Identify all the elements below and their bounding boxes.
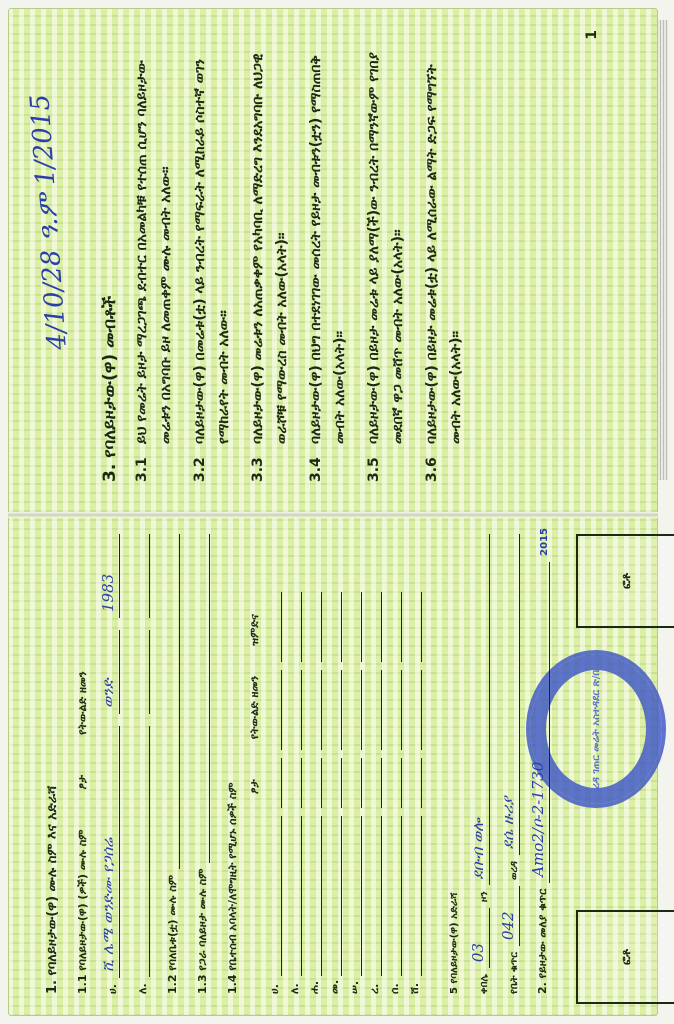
form-row xyxy=(520,528,550,994)
house-line xyxy=(499,886,520,946)
form-row xyxy=(490,528,520,994)
woreda-value: ደሴ ዙሪያ xyxy=(499,796,517,850)
photo-box xyxy=(576,534,674,628)
photo-label: ፎቶ xyxy=(618,949,633,965)
rights-page xyxy=(25,20,640,500)
name-line xyxy=(129,726,150,978)
row-letter: ረ. xyxy=(368,983,381,994)
paragraph-text: ይህ የመሬት ይዞታ ማረጋገጫ ደብተር በአመልካቹ የተሰጠ ሲሆን ባለይዞታው መሬቱን በአግባቡ ይዞ ለመጠቀም ሙሉ መብት አለው። xyxy=(134,60,174,444)
row-letter: ሠ. xyxy=(348,980,361,994)
sex-line xyxy=(129,630,150,714)
paragraph-text: ባለይዞታው(ዋ) በይዞታ መሬቱ(ቷ) ላይ ለሚሰራው ልማት ድጋፍ የማግኘት መብት አለው(አላት)። xyxy=(424,64,464,444)
cell-line xyxy=(365,670,382,750)
cell-line xyxy=(405,592,422,662)
row-letter: ሐ. xyxy=(308,980,321,994)
cell-line xyxy=(325,816,342,976)
item-title: 1. የባለይዞታው(ዋ) ሙሉ ስም እና አድራሻ xyxy=(45,785,60,994)
paragraph-number: 3.4 xyxy=(308,457,324,482)
form-row xyxy=(180,528,210,994)
field-label: የቤት ቁጥር xyxy=(509,952,520,994)
cell-line xyxy=(305,592,322,662)
family-row xyxy=(402,528,422,994)
cell-line xyxy=(405,816,422,976)
holder-name-value: ሺ ሌሜ ወንድሙ የጋሰሬ xyxy=(99,837,117,973)
paragraph xyxy=(420,20,468,482)
form-row xyxy=(150,528,180,994)
column-label: የትውልድ ዘመን xyxy=(248,675,261,740)
family-row xyxy=(322,528,342,994)
name-line xyxy=(99,726,120,978)
cell-line xyxy=(345,816,362,976)
form-row xyxy=(240,528,262,994)
paragraph-number: 3.6 xyxy=(424,457,440,482)
cell-line xyxy=(405,758,422,808)
column-label: የትውልድ ዘመን xyxy=(76,671,89,735)
holder-info-page xyxy=(16,528,656,1008)
paragraph-number: 3.2 xyxy=(192,457,208,482)
sex-line xyxy=(99,630,120,714)
row-letter: ሰ. xyxy=(388,983,401,994)
cell-line xyxy=(285,592,302,662)
parcel-id-value: Amo2/ቦ-2-1730 xyxy=(529,761,547,877)
cell-line xyxy=(385,592,402,662)
cell-line xyxy=(325,758,342,808)
form-row xyxy=(90,528,120,994)
row-letter: ሀ. xyxy=(268,984,281,994)
spouse-line xyxy=(159,534,180,869)
field-label: 5 የባለይዞታው(ዋ) አድራሻ xyxy=(449,892,460,994)
family-row xyxy=(262,528,282,994)
paragraph-number: 3.5 xyxy=(366,457,382,482)
field-label: 1.2 የባለቤቱ(ቷ) ሙሉ ስም xyxy=(166,875,179,994)
booklet-fold xyxy=(8,512,658,518)
paragraph-text: ባለይዞታው(ዋ) በመሬቱ(ቷ) ላይ ንብረት የማፍራት ለሚከራይ ሶስተኛ ወገን የማከራየት መብት አለው። xyxy=(192,59,232,444)
paragraph xyxy=(246,20,294,482)
form-row xyxy=(430,528,460,994)
photo-label: ፎቶ xyxy=(618,573,633,589)
cell-line xyxy=(345,758,362,808)
field-label: ቀበሌ xyxy=(479,974,490,994)
paragraph-text: ባለይዞታው(ዋ) በይዞታ መሬቱ ላይ ያለማ(ች)ው ንብረት በማንኛውም የገበያ መደበኛ ዋጋ መሸጥ መብት አለው(አላት)። xyxy=(366,52,406,444)
family-row xyxy=(362,528,382,994)
paragraph xyxy=(304,20,352,482)
field-label: ወረዳ xyxy=(509,861,520,881)
field-label: ዞን xyxy=(479,891,490,903)
cell-line xyxy=(385,758,402,808)
cell-line xyxy=(365,816,382,976)
cell-line xyxy=(385,670,402,750)
cell-line xyxy=(285,816,302,976)
family-row xyxy=(382,528,402,994)
cell-line xyxy=(365,758,382,808)
paragraph-text: ባለይዞታው(ዋ) በህግ በተደነገገው መሰረት የይዞታ መብቱን(ቷን) የማስጠበቅ መብት አለው(አላት)። xyxy=(308,55,348,444)
form-row xyxy=(120,528,150,994)
paragraph-number: 3.3 xyxy=(250,457,266,482)
form-row xyxy=(60,528,90,994)
field-label: 2. የይዞታው መለያ ቁጥር xyxy=(536,888,549,994)
family-row xyxy=(342,528,362,994)
photo-box xyxy=(576,910,674,1004)
cell-line xyxy=(345,670,362,750)
year-value: 2015 xyxy=(539,528,550,556)
stamp-text: ወረዳ ገጠር መሬት አስተዳደር ጽ/ቤት xyxy=(590,661,602,797)
cell-line xyxy=(305,758,322,808)
cell-line xyxy=(385,816,402,976)
paragraph-text: ባለይዞታው(ዋ) መሬቱን ለአጠቃቀም የአካባቢ ለማድረግ እንደአግባቡ ለህጋዊ ወራሾቹ የማውረስ መብት አለው(አላት)። xyxy=(250,53,290,444)
field-label: 1.1 የባለይዞታው(ዋ) (ዎች) ሙሉ ስም xyxy=(76,829,89,994)
cell-line xyxy=(285,758,302,808)
section-title: 3. የባለይዞታው(ዋ) መብቶች xyxy=(100,295,120,482)
page-number: 1 xyxy=(584,30,600,40)
parcel-id-line xyxy=(529,562,550,883)
family-row xyxy=(282,528,302,994)
column-label: ፆታ xyxy=(76,774,89,790)
field-label: 1.3 የጋራ ባለይዞታ ሙሉ ስም xyxy=(196,868,209,994)
family-row xyxy=(302,528,322,994)
cell-line xyxy=(405,670,422,750)
row-letter: መ. xyxy=(328,979,341,994)
form-row xyxy=(30,528,60,994)
year-line xyxy=(99,534,120,618)
co-holder-line xyxy=(189,534,210,863)
row-letter: ሀ. xyxy=(106,984,119,994)
cell-line xyxy=(265,816,282,976)
holder-year-value: 1983 xyxy=(99,573,117,613)
year-line xyxy=(129,534,150,618)
cell-line xyxy=(345,592,362,662)
cell-line xyxy=(325,670,342,750)
kebele-line xyxy=(469,908,490,968)
cell-line xyxy=(285,670,302,750)
paragraph xyxy=(130,20,178,482)
page-edges xyxy=(658,20,668,480)
woreda-line xyxy=(499,534,520,855)
zone-line xyxy=(469,534,490,885)
row-letter: ሸ. xyxy=(408,982,421,994)
paragraph xyxy=(362,20,410,482)
cell-line xyxy=(365,592,382,662)
row-letter: ለ. xyxy=(136,983,149,994)
zone-value: ደቡብ ወሎ xyxy=(469,818,487,880)
house-value: 042 xyxy=(499,911,517,941)
form-row xyxy=(460,528,490,994)
column-label: ዝምድና xyxy=(248,614,261,646)
paragraph-number: 3.1 xyxy=(134,457,150,482)
paragraph xyxy=(188,20,236,482)
kebele-value: 03 xyxy=(469,943,487,963)
handwritten-date: 4/10/28 ዓ.ም 1/2015 xyxy=(25,93,73,351)
cell-line xyxy=(305,816,322,976)
cell-line xyxy=(325,592,342,662)
cell-line xyxy=(265,758,282,808)
holder-form xyxy=(30,528,550,1008)
field-label: 1.4 የቤተሰብ አባላት/ለሞግዚት የሚሆኑ ሰዎች ስም xyxy=(226,782,239,994)
holder-sex-value: ወንድ xyxy=(99,678,117,709)
form-row xyxy=(210,528,240,994)
cell-line xyxy=(265,670,282,750)
column-label: ፆታ xyxy=(248,779,261,794)
row-letter: ለ. xyxy=(288,983,301,994)
cell-line xyxy=(265,592,282,662)
cell-line xyxy=(305,670,322,750)
